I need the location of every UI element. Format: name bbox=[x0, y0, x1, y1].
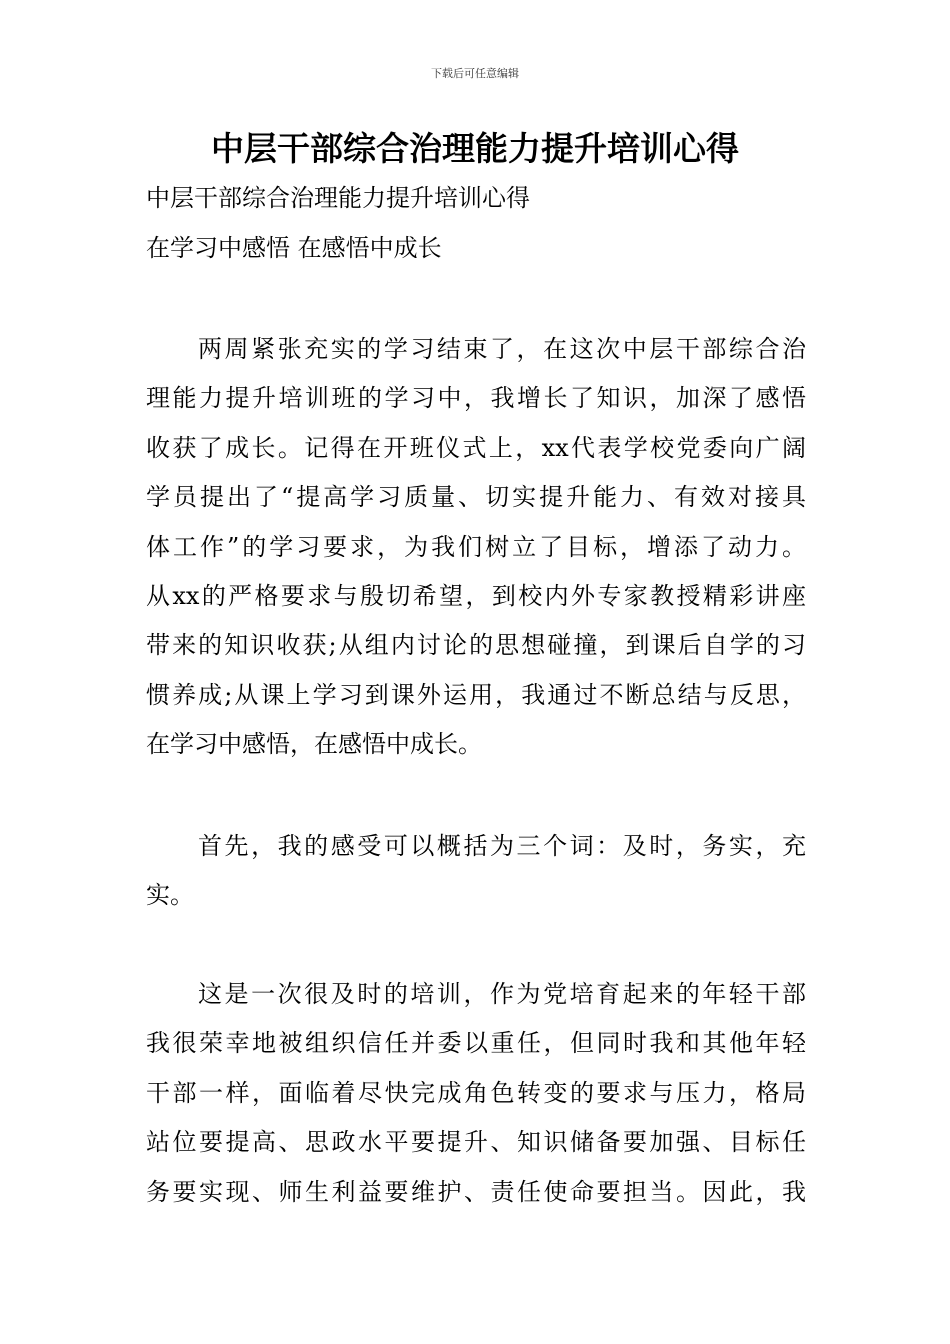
paragraph-line: 首先，我的感受可以概括为三个词：及时，务实，充 bbox=[198, 832, 806, 860]
paragraph-line: 在学习中感悟，在感悟中成长。 bbox=[146, 730, 482, 759]
paragraph-line: 干部一样，面临着尽快完成角色转变的要求与压力，格局 bbox=[146, 1078, 806, 1107]
paragraph-line: 体工作”的学习要求，为我们树立了目标，增添了动力。 bbox=[146, 532, 806, 561]
paragraph-line: 惯养成;从课上学习到课外运用，我通过不断总结与反思， bbox=[146, 680, 806, 709]
subtitle-line-1: 中层干部综合治理能力提升培训心得 bbox=[146, 184, 530, 212]
paragraph-line: 务要实现、师生利益要维护、责任使命要担当。因此，我 bbox=[146, 1177, 806, 1206]
paragraph-3 bbox=[146, 970, 806, 1217]
paragraph-line: 收获了成长。记得在开班仪式上，xx代表学校党委向广阔 bbox=[146, 433, 806, 462]
paragraph-1 bbox=[146, 325, 806, 770]
paragraph-line: 站位要提高、思政水平要提升、知识储备要加强、目标任 bbox=[146, 1128, 806, 1157]
paragraph-line: 实。 bbox=[146, 881, 194, 910]
paragraph-line: 从xx的严格要求与殷切希望，到校内外专家教授精彩讲座 bbox=[146, 582, 806, 611]
paragraph-line: 我很荣幸地被组织信任并委以重任，但同时我和其他年轻 bbox=[146, 1029, 806, 1058]
document-title: 中层干部综合治理能力提升培训心得 bbox=[211, 129, 739, 168]
paragraph-2 bbox=[146, 822, 806, 921]
paragraph-line: 理能力提升培训班的学习中，我增长了知识，加深了感悟 bbox=[146, 384, 806, 413]
paragraph-line: 两周紧张充实的学习结束了，在这次中层干部综合治 bbox=[198, 335, 806, 363]
paragraph-line: 这是一次很及时的培训，作为党培育起来的年轻干部 bbox=[198, 980, 806, 1008]
header-note: 下载后可任意编辑 bbox=[431, 67, 519, 80]
paragraph-line: 学员提出了“提高学习质量、切实提升能力、有效对接具 bbox=[146, 483, 806, 512]
subtitle-line-2: 在学习中感悟 在感悟中成长 bbox=[146, 234, 442, 262]
paragraph-line: 带来的知识收获;从组内讨论的思想碰撞，到课后自学的习 bbox=[146, 631, 806, 660]
